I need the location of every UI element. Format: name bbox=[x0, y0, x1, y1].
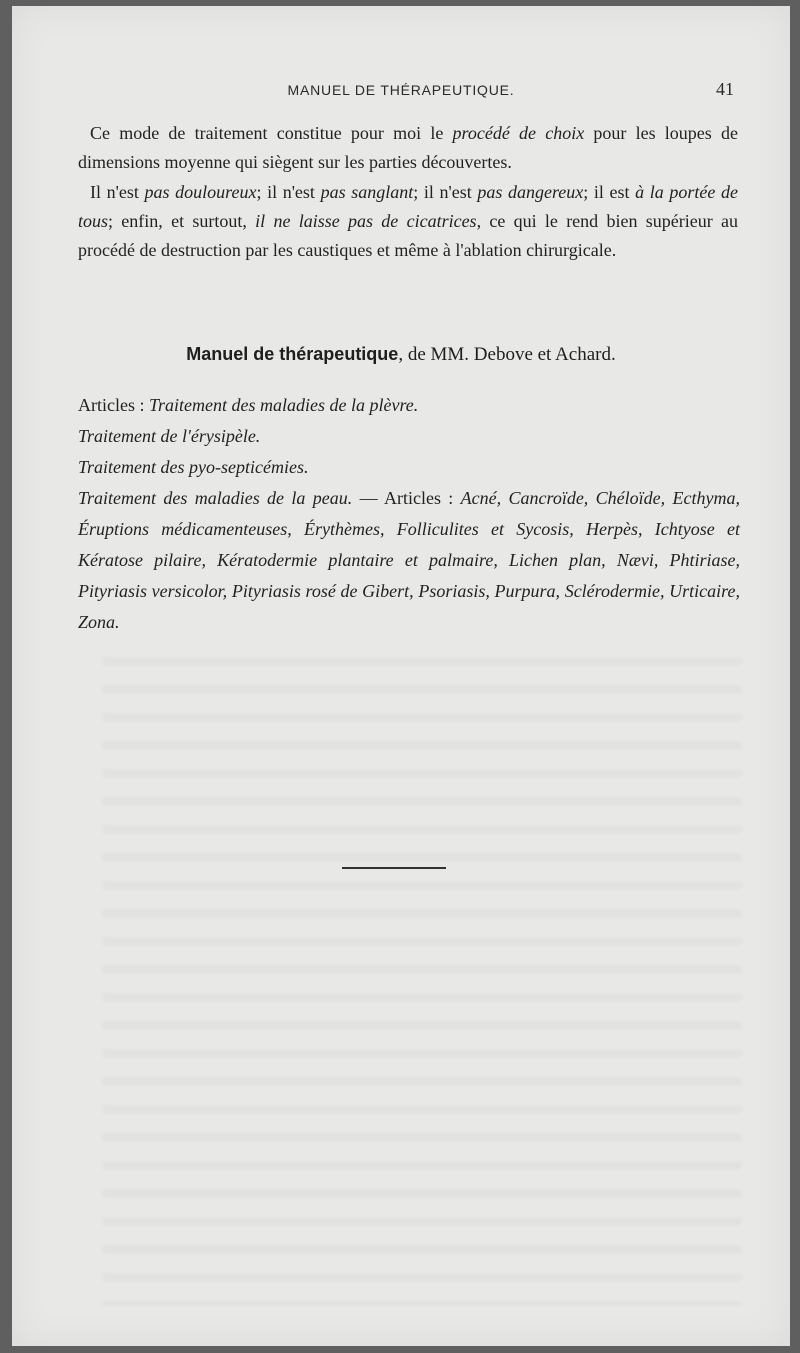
closing-rule bbox=[342, 867, 446, 869]
paragraph-1-emphasis-1: procédé de choix bbox=[452, 123, 585, 143]
paragraph-2-emphasis-2: pas sanglant bbox=[320, 182, 414, 202]
paragraph-2-text-6: , ce qui le rend bien supérieur au procédé de destruction par les caustiques et même à l'ablation chirurgicale. bbox=[78, 211, 738, 260]
articles-line-2 bbox=[78, 421, 740, 452]
article-item-4-separator: — Articles : bbox=[352, 488, 461, 508]
paragraph-2-emphasis-3: pas dangereux bbox=[477, 182, 584, 202]
paragraph-2-emphasis-5: il ne laisse pas de cicatrices bbox=[255, 211, 477, 231]
paragraph-2-text-5: ; enfin, et surtout, bbox=[108, 211, 256, 231]
running-header bbox=[12, 74, 790, 102]
section-title-rest: , de MM. Debove et Achard. bbox=[398, 344, 616, 365]
paragraph-2-emphasis-1: pas douloureux bbox=[144, 182, 257, 202]
page-number: 41 bbox=[716, 79, 734, 99]
paragraph-2-text-4: ; il est bbox=[583, 182, 636, 202]
paragraph-2-emphasis-4: à la portée de tous bbox=[78, 182, 738, 231]
section-title-bold: Manuel de thérapeutique bbox=[186, 344, 399, 364]
articles-line-1 bbox=[78, 390, 740, 421]
paragraph-1-text-2: pour les loupes de dimensions moyenne qui siègent sur les parties découvertes. bbox=[78, 123, 738, 172]
paragraph-2-text-2: ; il n'est bbox=[256, 182, 321, 202]
running-title: MANUEL DE THÉRAPEUTIQUE. bbox=[287, 82, 515, 98]
paragraph-1-text-1: Ce mode de traitement constitue pour moi le bbox=[90, 123, 453, 143]
article-item-2: Traitement de l'érysipèle. bbox=[78, 426, 261, 446]
articles-line-3 bbox=[78, 452, 740, 483]
article-item-4: Traitement des maladies de la peau. bbox=[78, 488, 353, 508]
article-item-4-list: Acné, Cancroïde, Chéloïde, Ecthyma, Éruptions médicamenteuses, Érythèmes, Folliculites et Sycosis, Herpès, Ichtyose et Kératose pilaire, Kératodermie plantaire et palmaire, Lichen plan, Nævi, Phtiriase, Pityriasis versicolor, Pityriasis rosé de Gibert, Psoriasis, Purpura, Sclérodermie, Urticaire, Zona. bbox=[78, 488, 740, 632]
article-item-3: Traitement des pyo-septicémies. bbox=[78, 457, 309, 477]
articles-list bbox=[78, 390, 740, 638]
paragraph-1 bbox=[78, 119, 738, 177]
paragraph-2 bbox=[78, 178, 738, 265]
article-item-1: Traitement des maladies de la plèvre. bbox=[148, 395, 419, 415]
book-page bbox=[12, 6, 790, 1346]
articles-line-4 bbox=[78, 483, 740, 638]
section-title bbox=[12, 344, 790, 366]
show-through-texture bbox=[102, 646, 742, 1306]
articles-label: Articles : bbox=[78, 395, 149, 415]
paragraph-2-text-1: Il n'est bbox=[90, 182, 145, 202]
paragraph-2-text-3: ; il n'est bbox=[413, 182, 478, 202]
